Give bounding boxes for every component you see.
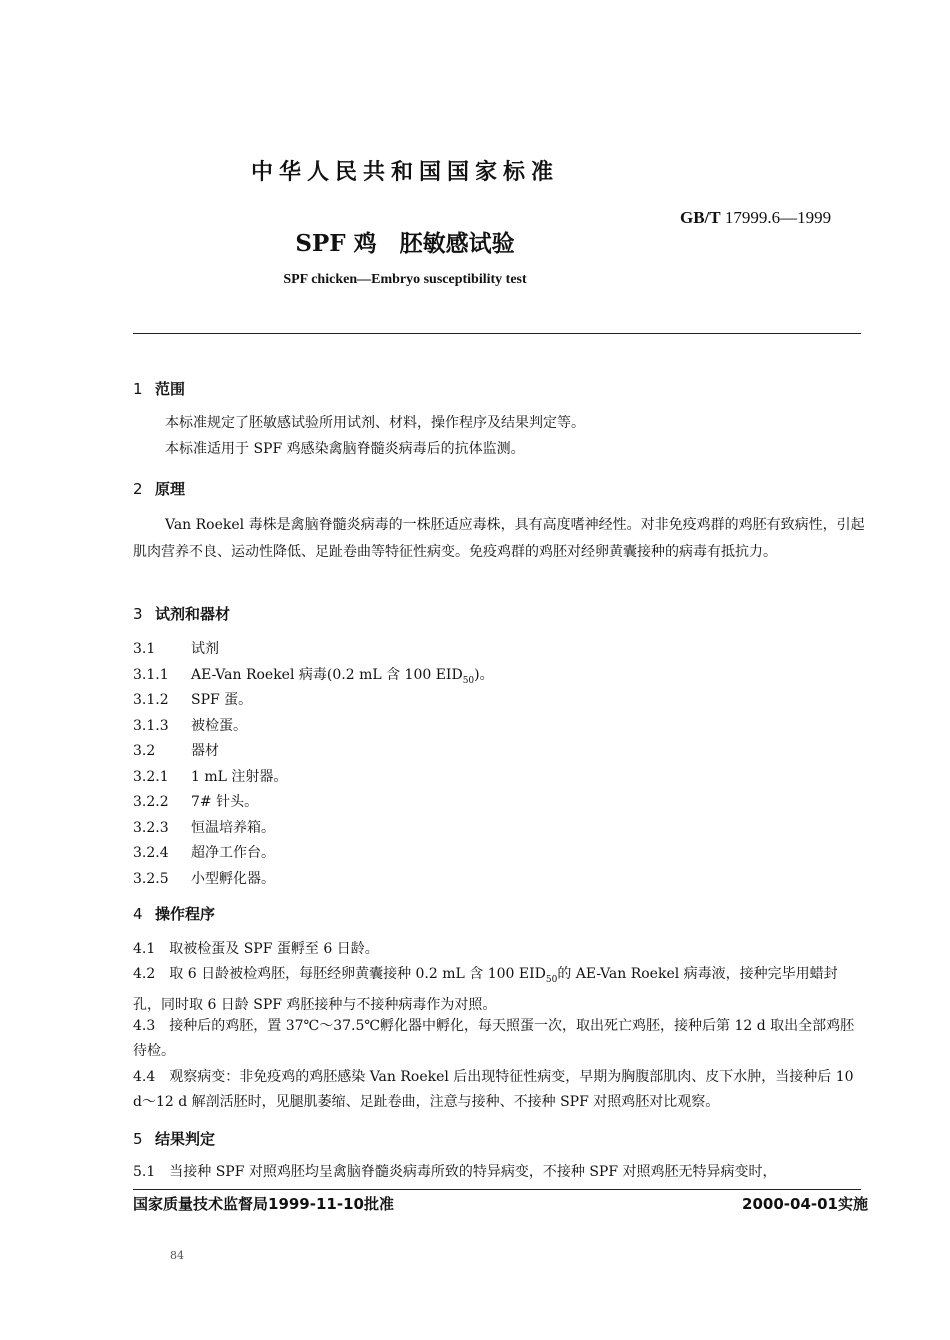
list-item: 3.2.1 1 mL 注射器。 <box>133 768 288 785</box>
section-4-para-1: 4.1 取被检蛋及 SPF 蛋孵至 6 日龄。 <box>133 941 379 957</box>
section-number: 4 <box>133 905 143 923</box>
section-2-para: Van Roekel 毒株是禽脑脊髓炎病毒的一株胚适应毒株，具有高度嗜神经性。对非免疫鸡群的鸡胚有致病性，引起肌肉营养不良、运动性降低、足趾卷曲等特征性病变。免疫鸡群的鸡胚对经卵黄囊接种的病毒有抵抗力。 <box>133 517 865 560</box>
section-3-list <box>133 638 863 893</box>
section-5-para-1: 5.1 当接种 SPF 对照鸡胚均呈禽脑脊髓炎病毒所致的特异病变，不接种 SPF 对照鸡胚无特异病变时， <box>133 1164 777 1180</box>
document-title-en: SPF chicken—Embryo susceptibility test <box>283 272 527 287</box>
page-number: 84 <box>170 1249 184 1262</box>
document-title-cn: SPF 鸡 胚敏感试验 <box>295 230 515 257</box>
section-title: 范围 <box>155 380 186 398</box>
implementation-date: 2000-04-01实施 <box>742 1195 868 1213</box>
standard-code-prefix: GB/T <box>680 208 721 227</box>
section-title: 结果判定 <box>155 1130 216 1148</box>
list-item: 3.2 器材 <box>133 743 219 759</box>
section-3-heading <box>133 603 230 624</box>
section-2-heading <box>133 478 185 499</box>
section-number: 5 <box>133 1130 143 1148</box>
section-1-heading <box>133 378 185 399</box>
list-item: 3.1.1 AE-Van Roekel 病毒(0.2 mL 含 100 $EID_{50}$)。 <box>133 666 494 686</box>
section-title: 原理 <box>155 480 186 498</box>
section-number: 1 <box>133 380 143 398</box>
approval-date: 国家质量技术监督局1999-11-10批准 <box>133 1195 394 1213</box>
section-title: 试剂和器材 <box>155 605 231 623</box>
header-divider <box>133 333 861 334</box>
section-5-heading <box>133 1128 215 1149</box>
section-1-para-2: 本标准适用于 SPF 鸡感染禽脑脊髓炎病毒后的抗体监测。 <box>165 441 525 457</box>
list-item: 3.2.5 小型孵化器。 <box>133 870 275 887</box>
list-item: 3.2.4 超净工作台。 <box>133 845 275 861</box>
list-item: 3.1.2 SPF 蛋。 <box>133 692 253 708</box>
section-number: 2 <box>133 480 143 498</box>
section-4-para-4: 4.4 观察病变：非免疫鸡的鸡胚感染 Van Roekel 后出现特征性病变，早期为胸腹部肌肉、皮下水肿，当接种后 10 d～12 d 解剖活胚时，见腿肌萎缩、足趾卷曲，注意与接种、不接种 SPF 对照鸡胚对比观察。 <box>133 1069 854 1110</box>
standard-code-number: 17999.6—1999 <box>724 208 832 227</box>
section-1-para-1: 本标准规定了胚敏感试验所用试剂、材料，操作程序及结果判定等。 <box>165 415 585 431</box>
list-item: 3.2.3 恒温培养箱。 <box>133 819 275 836</box>
section-number: 3 <box>133 605 143 623</box>
section-title: 操作程序 <box>155 905 216 923</box>
list-item: 3.1.3 被检蛋。 <box>133 717 247 734</box>
section-4-para-3: 4.3 接种后的鸡胚，置 37℃～37.5℃孵化器中孵化，每天照蛋一次，取出死亡鸡胚，接种后第 12 d 取出全部鸡胚待检。 <box>133 1018 855 1059</box>
list-item: 3.1 试剂 <box>133 641 219 657</box>
list-item: 3.2.2 7# 针头。 <box>133 794 259 810</box>
standard-type-heading: 中华人民共和国国家标准 <box>250 160 559 185</box>
section-4-heading <box>133 903 215 924</box>
footer-divider <box>133 1189 861 1190</box>
section-4-para-2: 4.2 取 6 日龄被检鸡胚，每胚经卵黄囊接种 0.2 mL 含 100 $EID_{50}$的 AE-Van Roekel 病毒液，接种完毕用蜡封孔，同时取 6 日龄 SPF 鸡胚接种与不接种病毒作为对照。 <box>133 966 838 1013</box>
